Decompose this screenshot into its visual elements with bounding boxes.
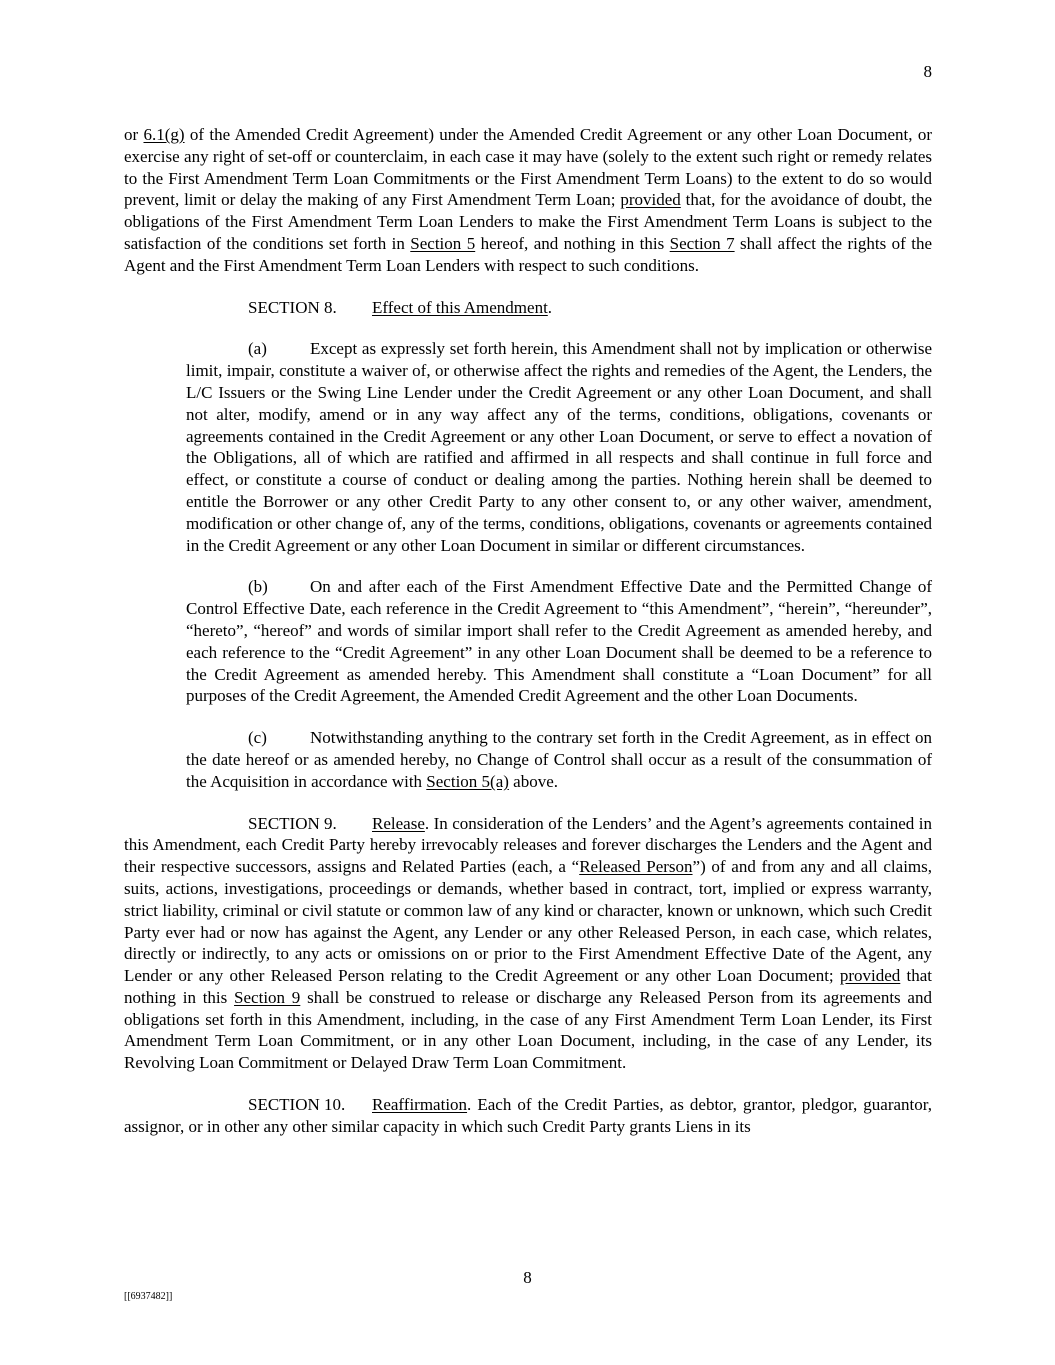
- section-9: [124, 813, 932, 1075]
- clause-text: On and after each of the First Amendment Effective Date and the Permitted Change of Control Effective Date, each reference in the Credit Agreement to “this Amendment”, “herein”, “hereunder”, “hereto”, “hereof” and words of similar import shall refer to the Credit Agreement as amended hereby, and each reference to the “Credit Agreement” in any other Loan Document shall be deemed to be a reference to the Credit Agreement as amended hereby. This Amendment shall constitute a “Loan Document” for all purposes of the Credit Agreement, the Amended Credit Agreement and the other Loan Documents.: [186, 577, 932, 706]
- section-reference: Section 5(a): [426, 771, 509, 791]
- section-title: Reaffirmation: [372, 1095, 468, 1115]
- clause-label: (b): [248, 577, 268, 597]
- section-title: Release: [372, 813, 425, 833]
- text: shall be construed to release or discharge any Released Person from its agreements and obligations set forth in this Amendment, including, in the case of any First Amendment Term Loan Lender, its First Amendment Term Loan Commitment, or in any other Loan Document, including, in the case of any Lender, its Revolving Loan Commitment or Delayed Draw Term Loan Commitment.: [124, 987, 932, 1073]
- clause-text: Notwithstanding anything to the contrary set forth in the Credit Agreement, as in effect on the date hereof or as amended hereby, no Change of Control shall occur as a result of the consummation of the Acquisition in accordance with: [186, 728, 932, 791]
- paragraph-continuation: [124, 124, 932, 277]
- text: that, for the avoidance of doubt, the obligations of the First Amendment Term Loan Lenders to make the First Amendment Term Loans is subject to the satisfaction of the conditions set forth in: [124, 190, 932, 253]
- text: .: [547, 297, 553, 317]
- footer-page-number: 8: [523, 1268, 532, 1287]
- header-page-number: 8: [923, 62, 932, 81]
- text: above.: [508, 771, 558, 791]
- section-label: SECTION 8.: [248, 297, 337, 317]
- defined-term: Released Person: [579, 857, 693, 877]
- section-8a: [186, 338, 932, 556]
- text: . In consideration of the Lenders’ and the Agent’s agreements contained in this Amendment, each Credit Party hereby irrevocably releases and forever discharges the Lenders and the Agent and their respective successors, assigns and Related Parties (each, a “: [124, 813, 932, 877]
- section-10: [124, 1094, 932, 1138]
- section-8-heading: [124, 297, 932, 319]
- section-reference: Section 7: [669, 233, 735, 253]
- section-reference: 6.1(g): [143, 125, 185, 144]
- section-label: SECTION 9.: [248, 813, 337, 833]
- text: of the Amended Credit Agreement) under the Amended Credit Agreement or any other Loan Document, or exercise any right of set-off or counterclaim, in each case it may have (solely to the extent such right or remedy relates to the First Amendment Term Loan Commitments or the First Amendment Term Loans) to the extent to do so would prevent, limit or delay the making of any First Amendment Term Loan;: [124, 125, 932, 210]
- section-8c: [186, 727, 932, 792]
- text: . Each of the Credit Parties, as debtor, grantor, pledgor, guarantor, assignor, or in other any other similar capacity in which such Credit Party grants Liens in its: [124, 1095, 932, 1136]
- section-label: SECTION 10.: [248, 1095, 346, 1115]
- clause-label: (a): [248, 339, 267, 359]
- clause-label: (c): [248, 728, 267, 748]
- document-body: [124, 124, 932, 1158]
- section-reference: Section 5: [410, 233, 476, 253]
- section-reference: Section 9: [234, 987, 301, 1007]
- section-8b: [186, 576, 932, 707]
- text: ”) of and from any and all claims, suits, actions, investigations, proceedings or demands, whether based in contract, tort, implied or express warranty, strict liability, criminal or civil statute or common law of any kind or character, known or unknown, which such Credit Party ever had or now has against the Agent, any Lender or any other Released Person, in each case, which relates, directly or indirectly, to any acts or omissions on or prior to the First Amendment Effective Date of the Agent, any Lender or any other Released Person relating to the Credit Agreement or any other Loan Document;: [124, 857, 933, 986]
- text: hereof, and nothing in this: [475, 233, 670, 253]
- provided-term: provided: [620, 190, 681, 210]
- section-title: Effect of this Amendment: [372, 297, 548, 317]
- provided-term: provided: [839, 966, 901, 986]
- text: or: [124, 125, 144, 144]
- text: shall affect the rights of the Agent and the First Amendment Term Loan Lenders with respect to such conditions.: [124, 233, 933, 275]
- text: that nothing in this: [124, 966, 932, 1007]
- document-id: [[6937482]]: [124, 1291, 173, 1302]
- clause-text: Except as expressly set forth herein, this Amendment shall not by implication or otherwise limit, impair, constitute a waiver of, or otherwise affect the rights and remedies of the Agent, the Lenders, the L/C Issuers or the Swing Line Lender under the Credit Agreement or any other Loan Document, and shall not alter, modify, amend or in any way affect any of the terms, conditions, obligations, covenants or agreements contained in the Credit Agreement or any other Loan Document, or serve to effect a novation of the Obligations, all of which are ratified and affirmed in all respects and shall continue in full force and effect, or constitute a course of conduct or dealing among the parties. Nothing herein shall be deemed to entitle the Borrower or any other Credit Party to any other consent to, or any other waiver, amendment, modification or other change of, any of the terms, conditions, obligations, covenants or agreements contained in the Credit Agreement or any other Loan Document in similar or different circumstances.: [186, 339, 932, 555]
